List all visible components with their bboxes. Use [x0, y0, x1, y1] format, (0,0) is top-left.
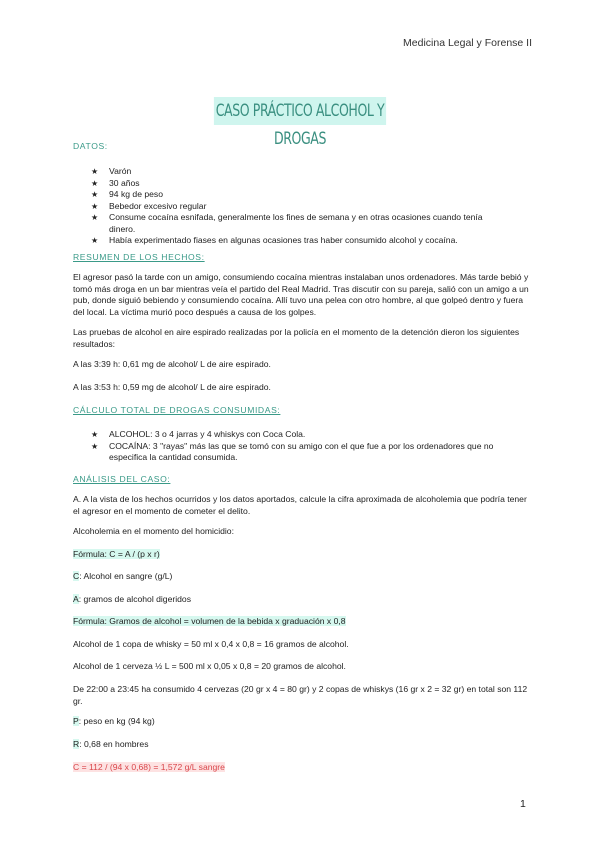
p-key: P	[73, 716, 79, 726]
resumen-paragraph: El agresor pasó la tarde con un amigo, consumiendo cocaína mientras instalaban unos ordenadores. Más tarde bebió y tomó más droga en un bar mientras veía el partido del Real Madrid. Tras discutir con su pareja, salió con un amigo a un pub, donde siguió bebiendo y consumiendo cocaína. Allí tuvo una pelea con otro hombre, al que golpeó dentro y fuera del local. La víctima murió poco después a causa de los golpes.	[73, 272, 529, 317]
formula-1: Fórmula: C = A / (p x r)	[73, 549, 160, 559]
cerveza-calc: Alcohol de 1 cerveza ½ L = 500 ml x 0,05 x 0,8 = 20 gramos de alcohol.	[73, 661, 346, 671]
list-item: ★ Había experimentado fiases en algunas ocasiones tras haber consumido alcohol y cocaína.	[73, 235, 503, 247]
datos-list	[73, 166, 503, 247]
pruebas-paragraph: Las pruebas de alcohol en aire espirado realizadas por la policía en el momento de la detención dieron los siguientes resultados:	[73, 327, 520, 349]
calculo-list	[73, 429, 503, 464]
question-a: A. A la vista de los hechos ocurridos y los datos aportados, calcule la cifra aproximada de alcoholemia que podría tener el agresor en el momento de cometer el delito.	[73, 494, 527, 516]
a-key: A	[73, 594, 79, 604]
list-item: ★ 30 años	[73, 178, 503, 190]
list-item: ★ Varón	[73, 166, 503, 178]
alcoholemia-intro: Alcoholemia en el momento del homicidio:	[73, 526, 234, 536]
total-calc: De 22:00 a 23:45 ha consumido 4 cervezas (20 gr x 4 = 80 gr) y 2 copas de whiskys (16 gr x 2 = 32 gr) en total son 112 gr.	[73, 684, 528, 706]
p-definition: : peso en kg (94 kg)	[78, 716, 155, 726]
page-number: 1	[520, 798, 526, 810]
running-header: Medicina Legal y Forense II	[403, 37, 532, 49]
analisis-heading: ANÁLISIS DEL CASO:	[73, 474, 171, 484]
list-item: ★ COCAÍNA: 3 "rayas" más las que se tomó con su amigo con el que fue a por los ordenadores que no especifica la cantidad consumida.	[73, 441, 503, 464]
datos-heading: DATOS:	[73, 141, 108, 151]
formula-2: Fórmula: Gramos de alcohol = volumen de la bebida x graduación x 0,8	[73, 616, 346, 626]
r-definition: : 0,68 en hombres	[79, 739, 149, 749]
whisky-calc: Alcohol de 1 copa de whisky = 50 ml x 0,4 x 0,8 = 16 gramos de alcohol.	[73, 639, 349, 649]
result-2: A las 3:53 h: 0,59 mg de alcohol/ L de aire espirado.	[73, 382, 271, 392]
c-definition: : Alcohol en sangre (g/L)	[79, 571, 173, 581]
calculo-heading: CÁLCULO TOTAL DE DROGAS CONSUMIDAS:	[73, 405, 281, 415]
list-item: ★ 94 kg de peso	[73, 189, 503, 201]
resumen-heading: RESUMEN DE LOS HECHOS:	[73, 252, 205, 262]
a-definition: : gramos de alcohol digeridos	[78, 594, 191, 604]
list-item: ★ Bebedor excesivo regular	[73, 201, 503, 213]
list-item: ★ Consume cocaína esnifada, generalmente los fines de semana y en otras ocasiones cuando tenía dinero.	[73, 212, 503, 235]
result-1: A las 3:39 h: 0,61 mg de alcohol/ L de aire espirado.	[73, 359, 271, 369]
result-formula: C = 112 / (94 x 0,68) = 1,572 g/L sangre	[73, 762, 225, 772]
c-key: C	[73, 571, 80, 581]
document-title: CASO PRÁCTICO ALCOHOL Y DROGAS	[214, 97, 386, 125]
r-key: R	[73, 739, 80, 749]
list-item: ★ ALCOHOL: 3 o 4 jarras y 4 whiskys con Coca Cola.	[73, 429, 503, 441]
